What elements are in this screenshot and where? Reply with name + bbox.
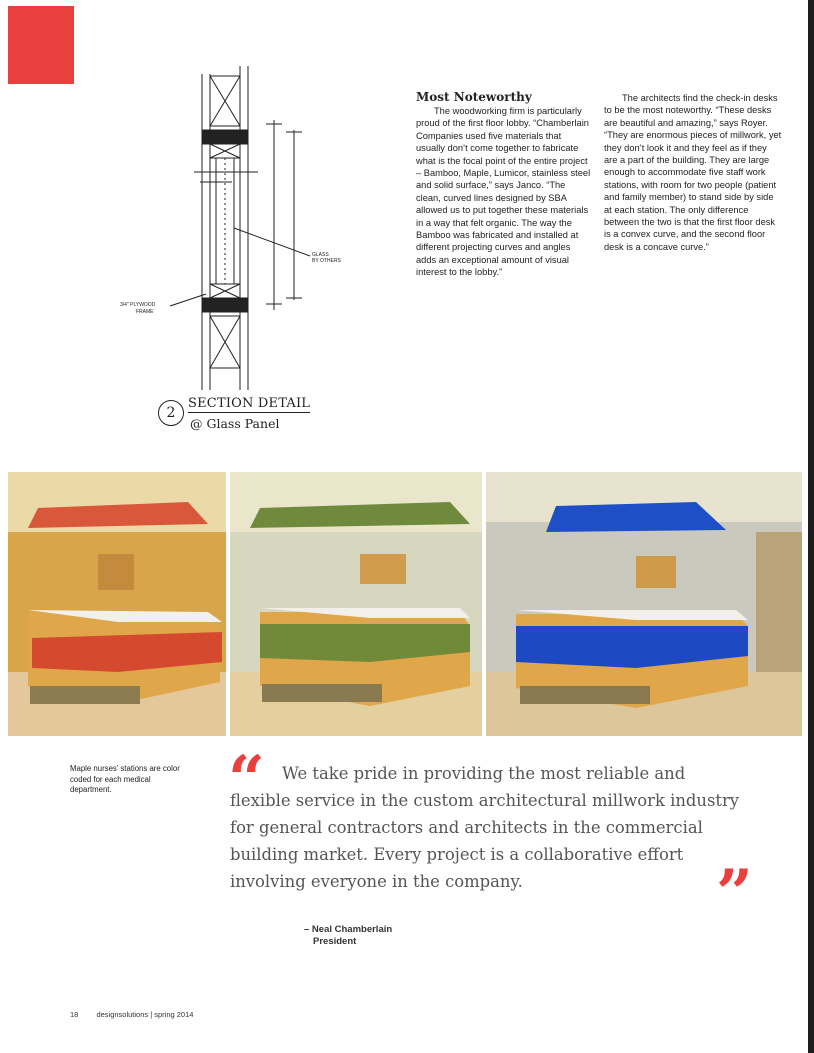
quote-open-mark: “ [228, 742, 265, 817]
quote-attribution [304, 924, 392, 948]
glass-annotation: GLASS [312, 252, 329, 258]
photo-green-station [230, 472, 482, 736]
frame-annotation: FRAME [136, 309, 154, 315]
article-column-2 [604, 92, 782, 253]
plywood-annotation: 3/4" PLYWOOD [120, 302, 156, 308]
publication-name: designsolutions | spring 2014 [96, 1010, 194, 1019]
page-footer [70, 1010, 193, 1019]
detail-subtitle: @ Glass Panel [190, 416, 280, 431]
article-column-1 [416, 90, 592, 279]
blue-station-image [486, 472, 802, 736]
section-detail-drawing [110, 60, 380, 400]
detail-number: 2 [158, 400, 184, 426]
article-paragraph-1: The woodworking firm is particularly proud of the first floor lobby. “Chamberlain Companies used five materials that usually don’t come together to fabricate what is the focal point of the entire project – Bamboo, Maple, Lumicor, stainless steel and solid surface,” says Janco. “The clean, curved lines designed by SBA allowed us to put together these materials in a way that felt organic. The way the Bamboo was fabricated and installed at different projecting curves and angles adds an exceptional amount of visual interest to the lobby.” [416, 106, 591, 278]
accent-block [8, 6, 74, 84]
article-heading: Most Noteworthy [416, 90, 532, 104]
photo-blue-station [486, 472, 802, 736]
green-station-image [230, 472, 482, 736]
page-number: 18 [70, 1010, 79, 1019]
section-detail-label [158, 396, 328, 436]
section-detail-svg [110, 60, 380, 400]
glass-annotation-2: BY OTHERS [312, 258, 341, 264]
quote-author-role: President [313, 936, 357, 947]
photo-orange-station [8, 472, 226, 736]
quote-close-mark: ” [716, 856, 753, 931]
pull-quote-text: We take pride in providing the most reliable and flexible service in the custom architectural millwork industry for general contractors and architects in the commercial building market. Every project is a collaborative effort involving everyone in the company. [230, 764, 740, 891]
detail-title: SECTION DETAIL [188, 396, 311, 411]
article-paragraph-2: The architects find the check-in desks to be the most noteworthy. “These desks are beautiful and amazing,” says Royer. “They are enormous pieces of millwork, yet they don’t look it and they feel as if they are a part of the building. They are large enough to accommodate five staff work stations, with room for two people (patient and family member) to stand side by side at each station. The only difference between the two is that the first floor desk is a convex curve, and the second floor desk is a concave curve.” [604, 93, 782, 252]
photo-caption: Maple nurses’ stations are color coded for each medical department. [70, 764, 180, 794]
page-edge [808, 0, 814, 1053]
orange-station-image [8, 472, 226, 736]
quote-author: – Neal Chamberlain [304, 924, 393, 935]
